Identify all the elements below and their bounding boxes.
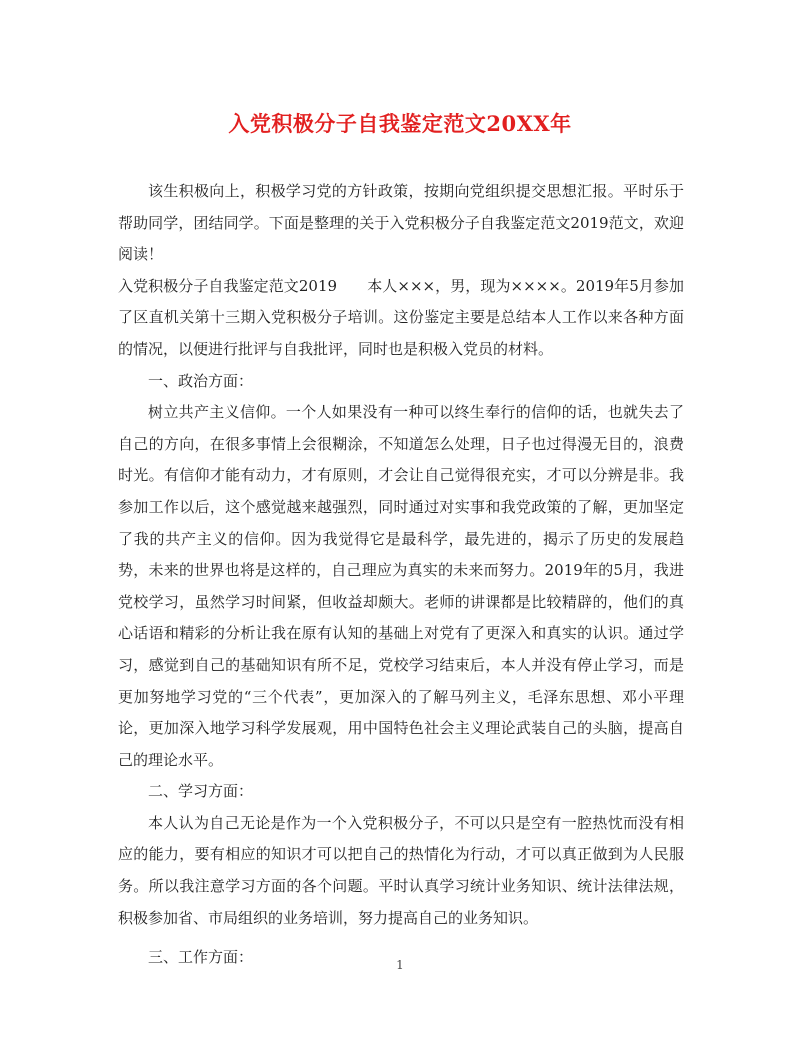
self-introduction-paragraph: 入党积极分子自我鉴定范文2019 本人×××，男，现为××××。2019年5月参加了区直机关第十三期入党积极分子培训。这份鉴定主要是总结本人工作以来各种方面的情况，以便进行批评与自我批评，同时也是积极入党员的材料。 [118, 276, 684, 358]
section-heading-work: 三、工作方面： [148, 948, 254, 967]
section-heading-politics: 一、政治方面： [148, 371, 254, 390]
page-number: 1 [396, 958, 404, 972]
politics-paragraph: 树立共产主义信仰。一个人如果没有一种可以终生奉行的信仰的话，也就失去了自己的方向，在很多事情上会很糊涂，不知道怎么处理，日子也过得漫无目的，浪费时光。有信仰才能有动力，才有原则，才会让自己觉得很充实，才可以分辨是非。我参加工作以后，这个感觉越来越强烈，同时通过对实事和我党政策的了解，更加坚定了我的共产主义的信仰。因为我觉得它是最科学，最先进的，揭示了历史的发展趋势，未来的世界也将是这样的，自己理应为真实的未来而努力。2019年的5月，我进党校学习，虽然学习时间紧，但收益却颇大。老师的讲课都是比较精辟的，他们的真心话语和精彩的分析让我在原有认知的基础上对党有了更深入和真实的认识。通过学习，感觉到自己的基础知识有所不足，党校学习结束后，本人并没有停止学习，而是更加努地学习党的“三个代表”，更加深入的了解马列主义，毛泽东思想、邓小平理论，更加深入地学习科学发展观，用中国特色社会主义理论武装自己的头脑，提高自己的理论水平。 [118, 403, 684, 769]
intro-paragraph: 该生积极向上，积极学习党的方针政策，按期向党组织提交思想汇报。平时乐于帮助同学，团结同学。下面是整理的关于入党积极分子自我鉴定范文2019范文，欢迎阅读！ [118, 182, 684, 264]
document-body [118, 176, 684, 974]
section-heading-study: 二、学习方面： [148, 782, 254, 801]
document-title: 入党积极分子自我鉴定范文20XX年 [228, 111, 572, 136]
study-paragraph: 本人认为自己无论是作为一个入党积极分子，不可以只是空有一腔热忱而没有相应的能力，要有相应的知识才可以把自己的热情化为行动，才可以真正做到为人民服务。所以我注意学习方面的各个问题。平时认真学习统计业务知识、统计法律法规，积极参加省、市局组织的业务培训，努力提高自己的业务知识。 [118, 813, 684, 927]
